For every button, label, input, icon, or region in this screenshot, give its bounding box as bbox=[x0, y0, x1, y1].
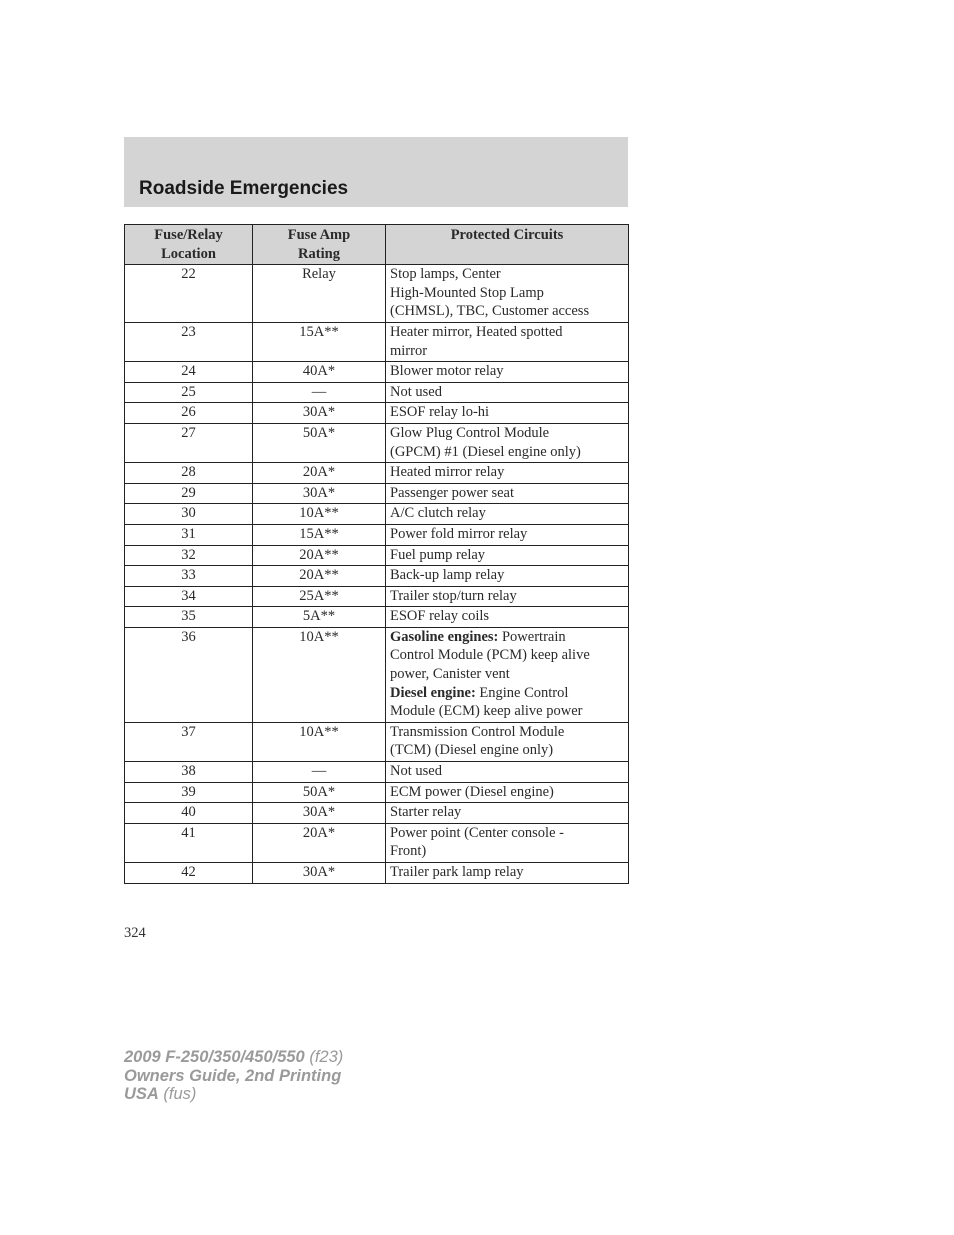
table-row bbox=[125, 722, 629, 761]
cell-circuits: Trailer park lamp relay bbox=[386, 863, 629, 884]
fuse-table bbox=[124, 224, 629, 884]
cell-circuits: Power point (Center console - Front) bbox=[386, 823, 629, 862]
table-row bbox=[125, 545, 629, 566]
header-rating bbox=[253, 225, 386, 265]
circuit-text-gasoline: Powertrain Control Module (PCM) keep alive power, Canister vent bbox=[390, 628, 590, 683]
cell-rating: 25A** bbox=[253, 586, 386, 607]
cell-circuits: Stop lamps, Center High-Mounted Stop Lamp (CHMSL), TBC, Customer access bbox=[386, 265, 629, 323]
cell-rating: 30A* bbox=[253, 803, 386, 824]
cell-circuits: Blower motor relay bbox=[386, 362, 629, 383]
cell-location: 28 bbox=[125, 463, 253, 484]
cell-location: 35 bbox=[125, 607, 253, 628]
cell-circuits: ESOF relay lo-hi bbox=[386, 403, 629, 424]
header-circuits-label: Protected Circuits bbox=[450, 227, 564, 243]
cell-rating: 30A* bbox=[253, 403, 386, 424]
footer-guide: Owners Guide, 2nd Printing bbox=[124, 1066, 342, 1085]
cell-circuits: Not used bbox=[386, 762, 629, 783]
section-header bbox=[124, 137, 628, 207]
cell-location: 26 bbox=[125, 403, 253, 424]
cell-location: 32 bbox=[125, 545, 253, 566]
table-row bbox=[125, 782, 629, 803]
cell-location: 25 bbox=[125, 382, 253, 403]
table-row bbox=[125, 504, 629, 525]
cell-rating: 20A* bbox=[253, 463, 386, 484]
cell-location: 29 bbox=[125, 483, 253, 504]
header-circuits bbox=[386, 225, 629, 265]
cell-location: 30 bbox=[125, 504, 253, 525]
cell-circuits: Starter relay bbox=[386, 803, 629, 824]
table-row bbox=[125, 863, 629, 884]
cell-rating: 5A** bbox=[253, 607, 386, 628]
table-row bbox=[125, 265, 629, 323]
cell-rating: 15A** bbox=[253, 322, 386, 361]
header-location bbox=[125, 225, 253, 265]
circuit-label-diesel: Diesel engine: bbox=[390, 684, 476, 701]
cell-location: 34 bbox=[125, 586, 253, 607]
cell-circuits: Trailer stop/turn relay bbox=[386, 586, 629, 607]
footer-line-model bbox=[124, 1048, 343, 1067]
cell-circuits: ESOF relay coils bbox=[386, 607, 629, 628]
circuit-label-gasoline: Gasoline engines: bbox=[390, 628, 499, 645]
cell-circuits: Power fold mirror relay bbox=[386, 524, 629, 545]
table-header-row bbox=[125, 225, 629, 265]
cell-circuits: Not used bbox=[386, 382, 629, 403]
page-number: 324 bbox=[124, 925, 146, 941]
cell-circuits: Glow Plug Control Module (GPCM) #1 (Diesel engine only) bbox=[386, 423, 629, 462]
cell-circuits bbox=[386, 627, 629, 722]
cell-rating: Relay bbox=[253, 265, 386, 323]
table-row bbox=[125, 403, 629, 424]
cell-location: 41 bbox=[125, 823, 253, 862]
cell-location: 22 bbox=[125, 265, 253, 323]
table-row bbox=[125, 627, 629, 722]
document-footer bbox=[124, 1048, 343, 1104]
section-title: Roadside Emergencies bbox=[139, 178, 349, 199]
cell-rating: 15A** bbox=[253, 524, 386, 545]
cell-location: 27 bbox=[125, 423, 253, 462]
cell-rating: 40A* bbox=[253, 362, 386, 383]
header-location-label: Fuse/Relay Location bbox=[154, 227, 223, 262]
table-row bbox=[125, 483, 629, 504]
cell-location: 39 bbox=[125, 782, 253, 803]
table-row bbox=[125, 607, 629, 628]
cell-rating: 20A** bbox=[253, 545, 386, 566]
table-row bbox=[125, 566, 629, 587]
cell-rating: 50A* bbox=[253, 782, 386, 803]
cell-rating: 20A* bbox=[253, 823, 386, 862]
table-row bbox=[125, 586, 629, 607]
cell-location: 33 bbox=[125, 566, 253, 587]
table-row bbox=[125, 423, 629, 462]
table-row bbox=[125, 362, 629, 383]
cell-rating: 30A* bbox=[253, 863, 386, 884]
cell-location: 24 bbox=[125, 362, 253, 383]
cell-circuits: Fuel pump relay bbox=[386, 545, 629, 566]
cell-location: 37 bbox=[125, 722, 253, 761]
cell-location: 38 bbox=[125, 762, 253, 783]
cell-circuits: Passenger power seat bbox=[386, 483, 629, 504]
table-row bbox=[125, 322, 629, 361]
cell-rating: 50A* bbox=[253, 423, 386, 462]
cell-circuits: ECM power (Diesel engine) bbox=[386, 782, 629, 803]
cell-circuits: Heated mirror relay bbox=[386, 463, 629, 484]
footer-region-code: (fus) bbox=[158, 1085, 197, 1103]
cell-rating: 10A** bbox=[253, 627, 386, 722]
cell-location: 23 bbox=[125, 322, 253, 361]
footer-line-region bbox=[124, 1085, 343, 1104]
footer-model: 2009 F-250/350/450/550 bbox=[124, 1048, 305, 1066]
cell-circuits: Transmission Control Module (TCM) (Diesel engine only) bbox=[386, 722, 629, 761]
cell-rating: — bbox=[253, 762, 386, 783]
header-rating-label: Fuse Amp Rating bbox=[287, 227, 351, 262]
cell-rating: — bbox=[253, 382, 386, 403]
fuse-table-body bbox=[125, 265, 629, 883]
table-row bbox=[125, 524, 629, 545]
footer-region: USA bbox=[124, 1085, 159, 1103]
table-row bbox=[125, 382, 629, 403]
cell-circuits: Heater mirror, Heated spotted mirror bbox=[386, 322, 629, 361]
footer-line-guide bbox=[124, 1067, 343, 1086]
circuit-text-diesel: Engine Control Module (ECM) keep alive power bbox=[390, 684, 583, 720]
cell-rating: 30A* bbox=[253, 483, 386, 504]
table-row bbox=[125, 463, 629, 484]
table-row bbox=[125, 823, 629, 862]
table-row bbox=[125, 762, 629, 783]
cell-location: 40 bbox=[125, 803, 253, 824]
cell-rating: 10A** bbox=[253, 722, 386, 761]
cell-rating: 10A** bbox=[253, 504, 386, 525]
cell-location: 42 bbox=[125, 863, 253, 884]
cell-circuits: Back-up lamp relay bbox=[386, 566, 629, 587]
cell-rating: 20A** bbox=[253, 566, 386, 587]
footer-model-code: (f23) bbox=[304, 1048, 344, 1066]
cell-location: 36 bbox=[125, 627, 253, 722]
cell-location: 31 bbox=[125, 524, 253, 545]
cell-circuits: A/C clutch relay bbox=[386, 504, 629, 525]
table-row bbox=[125, 803, 629, 824]
